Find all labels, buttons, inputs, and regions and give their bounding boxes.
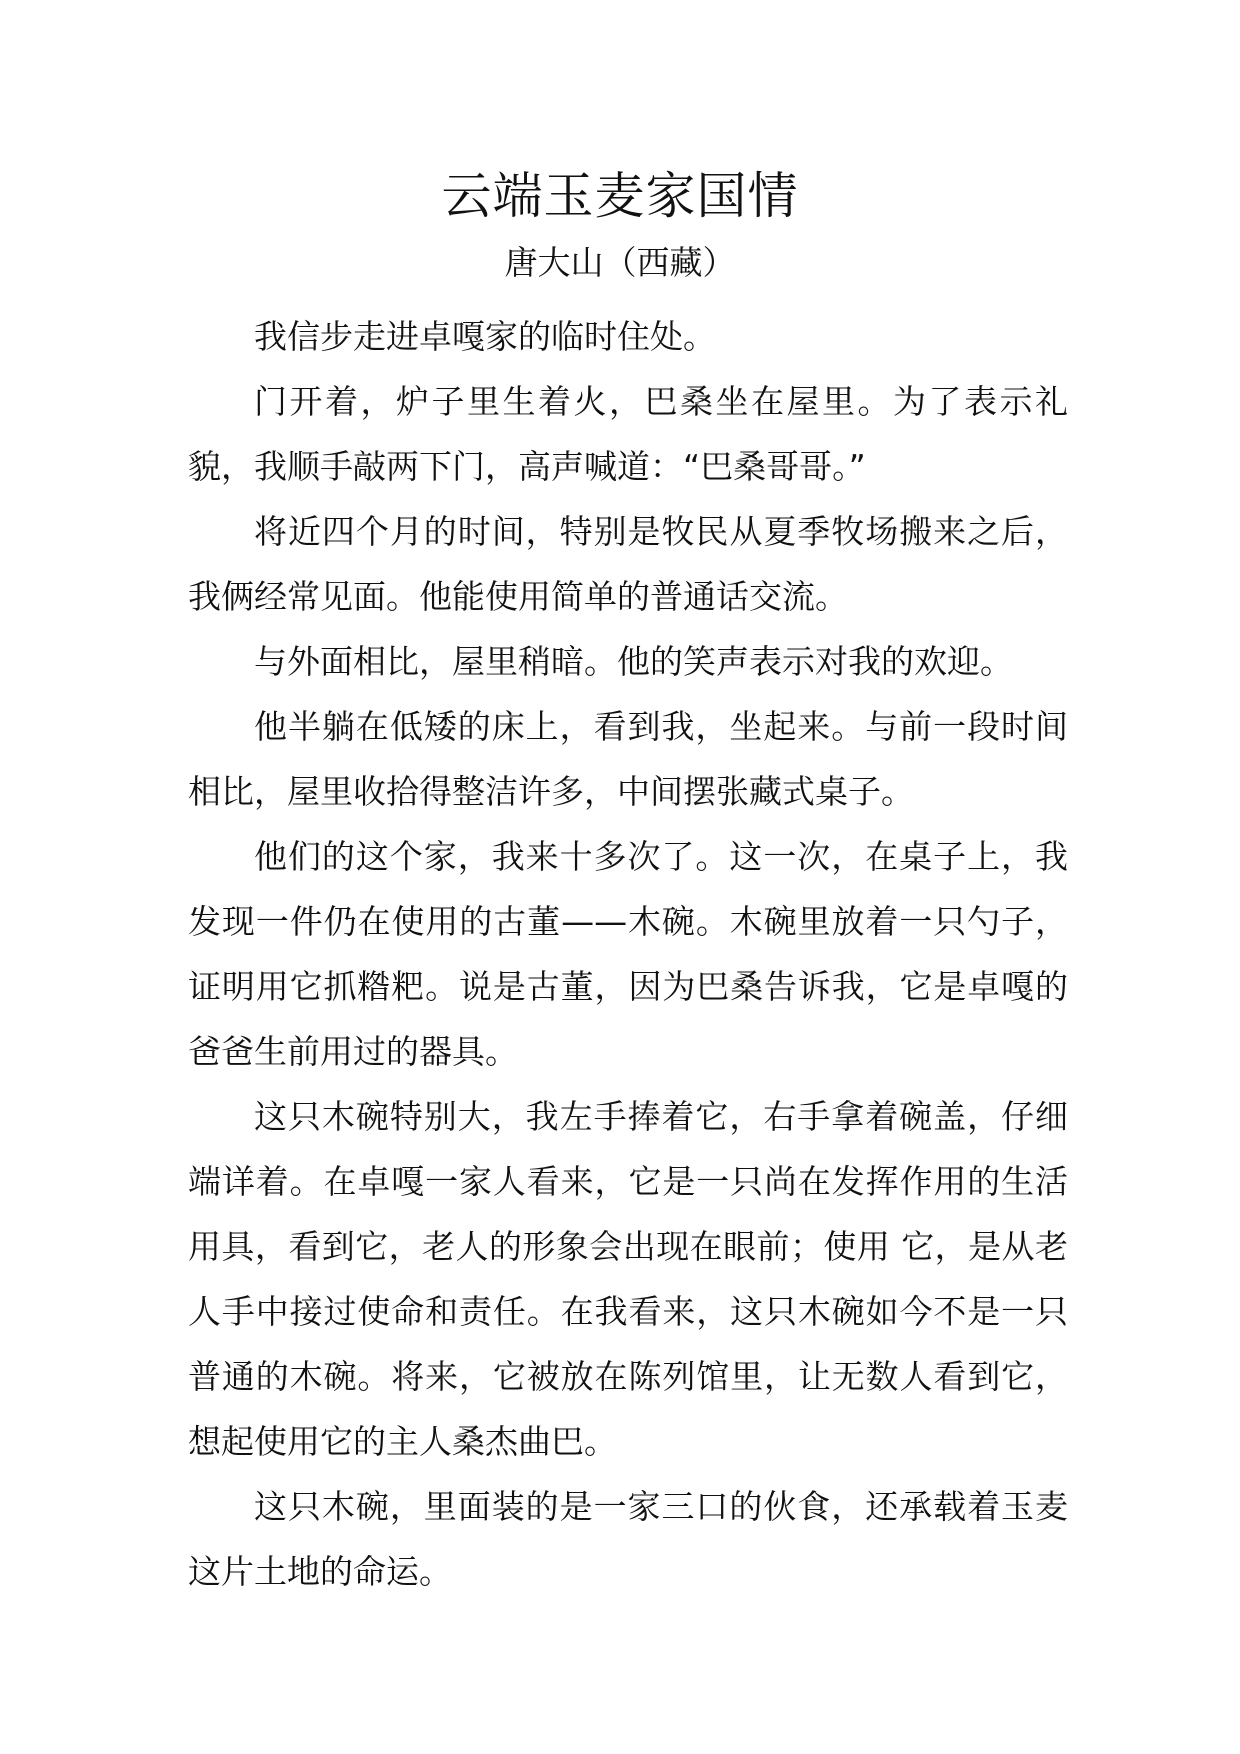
paragraph: 他们的这个家，我来十多次了。这一次，在桌子上，我发现一件仍在使用的古董——木碗。木碗里放着一只勺子，证明用它抓糌粑。说是古董，因为巴桑告诉我，它是卓嘎的爸爸生前用过的器具。 xyxy=(188,837,1068,1071)
paragraph: 我信步走进卓嘎家的临时住处。 xyxy=(254,317,716,356)
paragraph: 门开着，炉子里生着火，巴桑坐在屋里。为了表示礼貌，我顺手敲两下门，高声喊道：“巴桑哥哥。” xyxy=(188,382,1068,486)
document-body xyxy=(188,304,1068,1604)
paragraph: 他半躺在低矮的床上，看到我，坐起来。与前一段时间相比，屋里收拾得整洁许多，中间摆张藏式桌子。 xyxy=(188,707,1068,811)
paragraph: 与外面相比，屋里稍暗。他的笑声表示对我的欢迎。 xyxy=(254,642,1013,681)
paragraph: 这只木碗，里面装的是一家三口的伙食，还承载着玉麦这片土地的命运。 xyxy=(188,1487,1068,1591)
document-author: 唐大山（西藏） xyxy=(504,243,736,282)
document-title: 云端玉麦家国情 xyxy=(441,167,799,225)
paragraph: 这只木碗特别大，我左手捧着它，右手拿着碗盖，仔细端详着。在卓嘎一家人看来，它是一只尚在发挥作用的生活用具，看到它，老人的形象会出现在眼前；使用 它，是从老人手中接过使命和责任。在我看来，这只木碗如今不是一只普通的木碗。将来，它被放在陈列馆里，让无数人看到它，想起使用它的主人桑杰曲巴。 xyxy=(188,1097,1068,1461)
paragraph: 将近四个月的时间，特别是牧民从夏季牧场搬来之后，我俩经常见面。他能使用简单的普通话交流。 xyxy=(188,512,1068,616)
